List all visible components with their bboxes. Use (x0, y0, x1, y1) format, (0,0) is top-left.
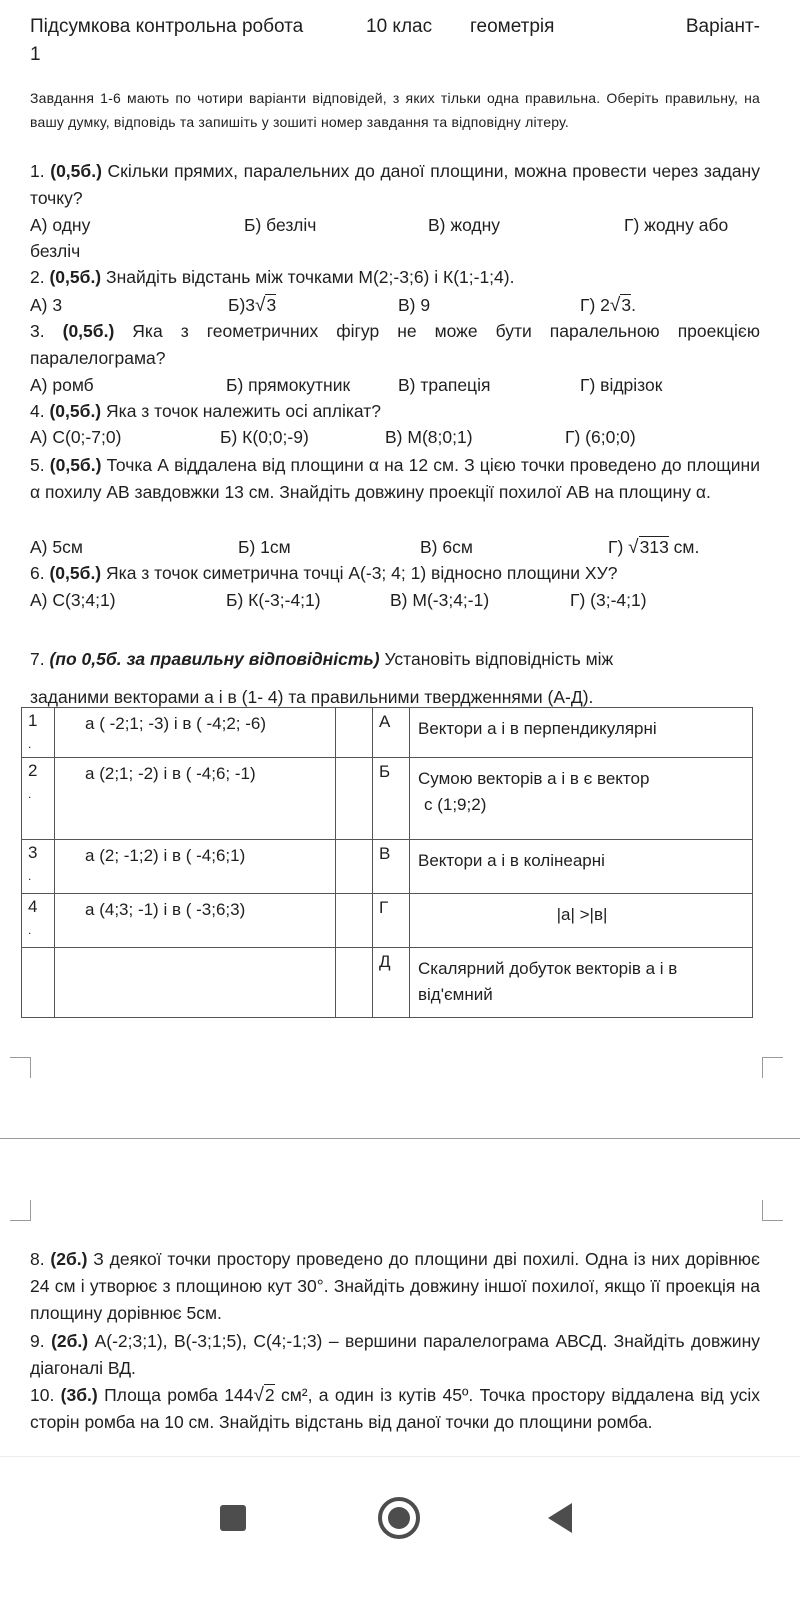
question-4 (30, 398, 760, 425)
statement: Вектори а і в перпендикулярні (410, 708, 753, 758)
option-b: Б) К(-3;-4;1) (226, 590, 321, 610)
q2-options (30, 292, 770, 319)
sqrt-icon: √ (255, 295, 266, 316)
vector-pair: а ( -2;1; -3) і в ( -4;2; -6) (55, 708, 336, 758)
q-text: Яка з точок належить осі аплікат? (106, 401, 382, 421)
vector-pair: а (4;3; -1) і в ( -3;6;3) (55, 894, 336, 948)
table-row (22, 708, 753, 758)
question-7 (30, 646, 760, 673)
q-number: 7. (30, 649, 45, 669)
q-number: 3. (30, 321, 45, 341)
home-icon[interactable] (378, 1497, 420, 1539)
question-10: 10. (3б.) Площа ромба 144√2 см², а один із кутів 45º. Точка простору віддалена від усіх сторін ромба на 10 см. Знайдіть відстань від даної точки до площини ромба. (30, 1385, 760, 1432)
variant-label: Варіант- (685, 16, 760, 37)
option-a: А) 3 (30, 295, 63, 315)
q-points: (2б.) (51, 1331, 89, 1351)
q4-options (30, 424, 770, 451)
q-points: (0,5б.) (62, 321, 115, 341)
instructions: Завдання 1-6 мають по чотири варіанти відповідей, з яких тільки одна правильна. Оберіть правильну, на вашу думку, відповідь та запишіть у зошиті номер завдання та відповідну літеру. (30, 90, 760, 130)
q-text: Установіть відповідність між (384, 649, 614, 669)
table-row (22, 758, 753, 840)
q-text: Скільки прямих, паралельних до даної площини, можна провести через задану точку? (30, 161, 760, 208)
q6-options (30, 587, 770, 614)
statement-letter: Г (373, 894, 410, 948)
statement: Сумою векторів а і в є вектор с (1;9;2) (410, 758, 753, 840)
statement-letter: В (373, 840, 410, 894)
vector-pair: а (2; -1;2) і в ( -4;6;1) (55, 840, 336, 894)
option-a: А) 5см (30, 537, 83, 557)
option-a: А) С(0;-7;0) (30, 427, 122, 447)
q-number: 10. (30, 1385, 55, 1405)
q1-options-cont (30, 238, 770, 265)
q-text: Площа ромба 144 (104, 1385, 254, 1405)
q3-options (30, 372, 770, 399)
row-number: 4 . (22, 894, 55, 948)
option-c: В) М(-3;4;-1) (390, 590, 490, 610)
option-a: А) одну (30, 215, 91, 235)
matching-table (21, 707, 753, 1018)
table-row (22, 840, 753, 894)
question-3 (30, 318, 760, 372)
q-text: Точка А віддалена від площини α на 12 см. З цією точки проведено до площини α похилу АВ завдовжки 13 см. Знайдіть довжину проекції похилої АВ на площину α. (30, 455, 760, 502)
sqrt-icon: √ (609, 295, 621, 316)
statement-letter: Д (373, 948, 410, 1018)
option-b: Б) прямокутник (226, 375, 351, 395)
sqrt-icon: √ (253, 1385, 264, 1406)
page-corner-mark (10, 1057, 31, 1078)
q-points: (0,5б.) (49, 267, 102, 287)
option-b: Б)3√3 (228, 295, 277, 316)
question-2 (30, 264, 760, 291)
question-7-line2: заданими векторами а і в (1- 4) та правильними твердженнями (А-Д). (30, 687, 594, 707)
back-icon[interactable] (548, 1503, 572, 1533)
statement: |а| >|в| (410, 894, 753, 948)
q-points: (0,5б.) (49, 401, 102, 421)
option-d: Г) жодну або (624, 215, 729, 235)
q-number: 8. (30, 1249, 45, 1269)
question-6 (30, 560, 760, 587)
vector-pair: а (2;1; -2) і в ( -4;6; -1) (55, 758, 336, 840)
option-c: В) М(8;0;1) (385, 427, 473, 447)
option-d: Г) 2√3. (580, 295, 636, 316)
row-number: 2 . (22, 758, 55, 840)
q-number: 2. (30, 267, 45, 287)
table-row (22, 894, 753, 948)
page-separator (0, 1138, 800, 1139)
option-d: Г) відрізок (580, 375, 663, 395)
subject: геометрія (470, 16, 555, 37)
q-number: 4. (30, 401, 45, 421)
statement: Скалярний добуток векторів а і в від'ємний (410, 948, 753, 1018)
q5-options (30, 534, 770, 561)
question-8 (30, 1246, 760, 1327)
q-text: Яка з точок симетрична точці А(-3; 4; 1) відносно площини ХУ? (106, 563, 618, 583)
system-navigation-bar (0, 1456, 800, 1601)
q-points: (0,5б.) (49, 563, 102, 583)
q-number: 1. (30, 161, 45, 181)
option-c: В) 6см (420, 537, 473, 557)
option-b: Б) К(0;0;-9) (220, 427, 309, 447)
option-a: А) С(3;4;1) (30, 590, 116, 610)
grade: 10 клас (366, 16, 433, 37)
q-number: 6. (30, 563, 45, 583)
page-corner-mark (762, 1057, 783, 1078)
q-number: 9. (30, 1331, 45, 1351)
option-b: Б) 1см (238, 537, 291, 557)
q-text: Знайдіть відстань між точками М(2;-3;6) і К(1;-1;4). (106, 267, 515, 287)
q-text: Яка з геометричних фігур не може бути паралельною проекцією паралелограма? (30, 321, 760, 368)
option-d: Г) √313 см. (608, 537, 700, 558)
question-1 (30, 158, 760, 212)
option-d: Г) (3;-4;1) (570, 590, 647, 610)
option-d-cont: безліч (30, 241, 81, 261)
option-c: В) жодну (428, 215, 501, 235)
q-points: (3б.) (60, 1385, 98, 1405)
row-number: 3 . (22, 840, 55, 894)
doc-title: Підсумкова контрольна робота (30, 16, 304, 37)
q-points: (по 0,5б. за правильну відповідність) (49, 649, 380, 669)
q-text: А(-2;3;1), В(-3;1;5), С(4;-1;3) – вершини паралелограма АВСД. Знайдіть довжину діагоналі ВД. (30, 1331, 760, 1378)
sqrt-icon: √ (628, 537, 639, 558)
q-points: (0,5б.) (49, 455, 102, 475)
statement: Вектори а і в колінеарні (410, 840, 753, 894)
page-corner-mark (762, 1200, 783, 1221)
q-points: (0,5б.) (50, 161, 102, 181)
table-row (22, 948, 753, 1018)
q-text: З деякої точки простору проведено до площини дві похилі. Одна із них дорівнює 24 см і утворює з площиною кут 30°. Знайдіть довжину іншої похилої, якщо її проекція на площину дорівнює 5см. (30, 1249, 760, 1323)
option-a: А) ромб (30, 375, 94, 395)
page-corner-mark (10, 1200, 31, 1221)
q-points: (2б.) (50, 1249, 88, 1269)
recent-apps-icon[interactable] (220, 1505, 246, 1531)
variant-number: 1 (30, 44, 41, 65)
statement-letter: А (373, 708, 410, 758)
q1-options (30, 212, 770, 239)
option-c: В) трапеція (398, 375, 491, 395)
statement-letter: Б (373, 758, 410, 840)
option-c: В) 9 (398, 295, 431, 315)
option-b: Б) безліч (244, 215, 317, 235)
question-5 (30, 452, 760, 506)
option-d: Г) (6;0;0) (565, 427, 636, 447)
q-number: 5. (30, 455, 45, 475)
row-number: 1 . (22, 708, 55, 758)
question-9 (30, 1328, 760, 1382)
